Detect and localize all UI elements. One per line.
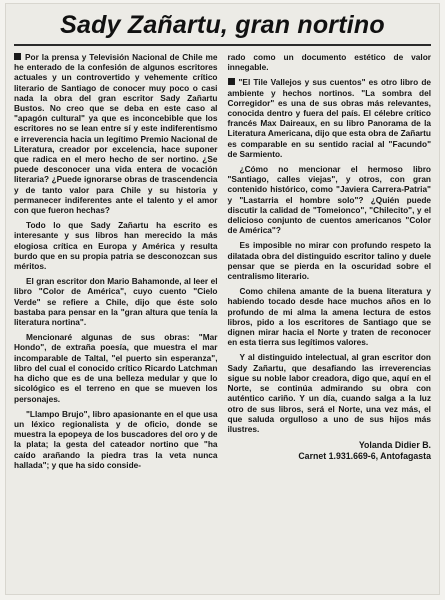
newspaper-clipping bbox=[6, 4, 439, 594]
paragraph-text: El gran escritor don Mario Bahamonde, al leer el libro "Color de América", cuyo cuento "Cielo Verde" se refiere a Chile, dijo que éste solo bastaba para pensar en la "gran altura que tenía la literatura nortina". bbox=[14, 276, 218, 328]
paragraph-text: Es imposible no mirar con profundo respeto la dilatada obra del distinguido escritor talino y duele pensar que se pierda en la oscuridad sobre el centralismo literario. bbox=[227, 240, 431, 282]
paragraph-text: Mencionaré algunas de sus obras: "Mar Hondo", de extraña poesía, que muestra el mar incomparable de Taltal, "el puerto sin esperanza", libro del cual el conocido crítico Ricardo Latchman ha dicho que es de una belleza medular y que lo sicológico es el terreno en que se mueven los personajes. bbox=[14, 332, 218, 404]
bullet-square-icon bbox=[14, 53, 21, 60]
article-paragraph bbox=[228, 77, 432, 159]
article-paragraph bbox=[228, 352, 432, 434]
signature-name: Yolanda Didier B. bbox=[358, 440, 431, 451]
article-paragraph bbox=[228, 286, 432, 347]
paragraph-text: Por la prensa y Televisión Nacional de Chile me he enterado de la confesión de algunos escritores actuales y un controvertido y vehemente crítico literario de Santiago de conocer muy poco o casi nada la obra del gran escritor Sady Zañartu Bustos. No creo que se deba en este caso al "apagón cultural" ya que es inconcebible que los escritores no se lean entre sí y este indiferentismo e irreverencia hacia un legítimo Premio Nacional de Literatura, creador por excelencia, hace suponer que radica en el mero hecho de ser nortino. ¿Se puede desconocer una vida entera de vocación literaria? ¿Puede ignorarse obras de trascendencia y de tanto valor para Chile y su historia y permanecer indiferentes ante el talento y el amor con que fueron hechas? bbox=[14, 52, 218, 216]
article-paragraph bbox=[228, 52, 432, 72]
paragraph-text: Y al distinguido intelectual, al gran escritor don Sady Zañartu, que desafiando las irreverencias sigue su noble labor creadora, digo que, aquí en el Norte, se continúa admirando su obra con auténtico cariño. Y un día, cuando salga a la luz otro de sus libros, será el Norte, una vez más, el que saluda orgulloso a uno de sus hijos más ilustres. bbox=[227, 352, 431, 434]
article-paragraph bbox=[228, 164, 432, 235]
signature-id: Carnet 1.931.669-6, Antofagasta bbox=[298, 451, 431, 462]
signature-block bbox=[228, 440, 432, 462]
right-column bbox=[228, 52, 432, 475]
paragraph-text: "El Tile Vallejos y sus cuentos" es otro libro de ambiente y hechos nortinos. "La sombra del Corregidor" es una de sus obras más relevantes, conocida dentro y fuera del país. El célebre crítico francés Max Daireaux, en su libro Panorama de la Literatura Americana, dijo que esta obra de Zañartu es comparable en su sentido racial al "Facundo" de Sarmiento. bbox=[227, 77, 431, 159]
article-paragraph bbox=[14, 52, 218, 215]
headline-rule bbox=[14, 44, 431, 46]
article-paragraph bbox=[228, 240, 432, 281]
article-headline: Sady Zañartu, gran nortino bbox=[60, 11, 385, 39]
paragraph-text: Como chilena amante de la buena literatura y habiendo tocado desde hace muchos años en lo profundo de mi alma la amena lectura de estos libros, pido a los escritores de Santiago que se dignen mirar hacia el Norte y traten de reconocer en esta tierra sus legítimos valores. bbox=[227, 286, 431, 348]
bullet-square-icon bbox=[228, 78, 235, 85]
article-paragraph bbox=[14, 276, 218, 327]
paragraph-text: ¿Cómo no mencionar el hermoso libro "Santiago, calles viejas", y otros, con gran contenido histórico, como "Javiera Carrera-Patria" y "Lastarria el hombre solo"? ¿Quién puede discutir la calidad de "Tomeionco", "Chilecito", y el delicioso conjunto de cuentos americanos "Color de América"? bbox=[227, 164, 431, 236]
article-paragraph bbox=[14, 409, 218, 470]
paragraph-text: Todo lo que Sady Zañartu ha escrito es interesante y sus libros han merecido la más elogiosa crítica en Europa y América y resulta burdo que en su propia patria se desconozcan sus méritos. bbox=[14, 220, 218, 272]
right-column-text bbox=[228, 52, 432, 434]
article-paragraph bbox=[14, 220, 218, 271]
article-body bbox=[6, 52, 439, 475]
left-column bbox=[14, 52, 218, 475]
article-paragraph bbox=[14, 332, 218, 403]
paragraph-text: rado como un documento estético de valor innegable. bbox=[227, 52, 431, 73]
paragraph-text: "Llampo Brujo", libro apasionante en el que usa un léxico regionalista y de oficio, donde se muestra la epopeya de los buscadores del oro y de la plata; la gesta del cateador nortino que "ha caído arañando la piedra tras la veta nunca hallada"; y que ha sido conside- bbox=[14, 408, 218, 470]
